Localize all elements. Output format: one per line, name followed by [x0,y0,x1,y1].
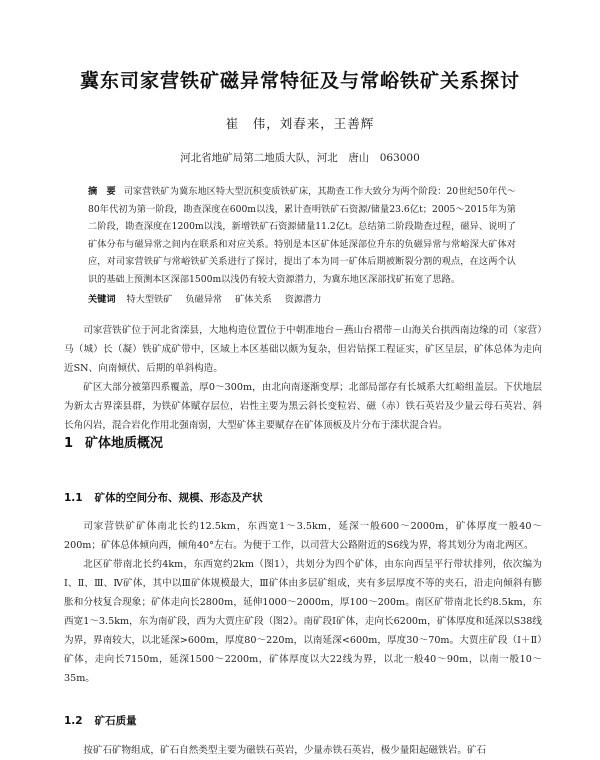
keyword: 负磁异常 [185,294,223,305]
section-heading [64,432,163,451]
keyword: 矿体关系 [235,294,272,305]
subsection-number: 1.2 [64,715,83,727]
keyword: 特大型铁矿 [126,294,173,305]
subsection-body [64,741,542,760]
introduction [64,321,542,435]
intro-paragraph: 矿区大部分被第四系覆盖，厚0～300m，由北向南逐渐变厚；北部局部存有长城系大红峪组盖层。下伏地层为新太古界滦县群，为铁矿体赋存层位，岩性主要为黑云斜长变粒岩、磁（赤）铁石英岩及少量云母石英岩、斜长角闪岩，混合岩化作用北强南弱，大型矿体主要赋存在矿体顶板及片分布于滦状混合岩。 [64,382,542,431]
paper-affiliation: 河北省地矿局第二地质大队，河北 唐山 063000 [180,152,420,164]
paper-authors: 崔 伟，刘春来，王善辉 [225,116,375,131]
keywords-label: 关键词 [88,294,116,305]
intro-paragraph: 司家营铁矿位于河北省滦县，大地构造位置位于中朝准地台－燕山台褶带－山海关台拱西南边缘的司（家营）马（城）长（凝）铁矿成矿带中，区域上本区基础以颇为复杂，但岩钻探工程证实，矿区呈层，矿体总体为走向近SN、向南倾伏、后期的单斜构造。 [64,325,542,374]
abstract-label: 摘 要 [88,186,116,197]
subsection-number: 1.1 [64,492,83,504]
keyword: 资源潜力 [284,294,322,305]
keywords [88,291,516,305]
section-number: 1 [64,436,74,451]
body-paragraph: 司家营铁矿矿体南北长约12.5km，东西宽1～3.5km，延深一般600～2000m，矿体厚度一般40～200m；矿体总体倾向西，倾角40°左右。为便于工作，以司营大公路附近的S6线为界，将其划分为南北两区。 [64,521,542,551]
body-paragraph: 按矿石矿物组成，矿石自然类型主要为磁铁石英岩，少量赤铁石英岩，极少量阳起磁铁岩。矿石 [83,745,487,756]
abstract [88,183,516,288]
paper-title: 冀东司家营铁矿磁异常特征及与常峪铁矿关系探讨 [79,70,520,92]
subsection-heading [64,490,263,505]
subsection-title: 矿体的空间分布、规模、形态及产状 [94,492,263,504]
subsection-body [64,517,542,688]
body-paragraph: 北区矿带南北长约4km，东西宽约2km（图1），共划分为四个矿体，由东向西呈平行带状排列，依次编为Ⅰ、Ⅱ、Ⅲ、Ⅳ矿体，其中以Ⅲ矿体规模最大，Ⅲ矿体由多层矿组成，夹有多层厚度不等的夹石，沿走向倾斜有膨胀和分枝复合现象；矿体走向长2800m，延伸1000～2000m，厚100～200m。南区矿带南北长约8.5km，东西宽1～3.5km，东为南矿段，西为大贾庄矿段（图2）。南矿段Ⅰ矿体，走向长6200m，矿体厚度和延深以S38线为界，界南较大，以北延深>600m，厚度80～220m，以南延深<600m，厚度30～70m。大贾庄矿段（Ⅰ＋Ⅱ）矿体，走向长7150m，延深1500～2200m，矿体厚度以大22线为界，以北一般40～90m，以南一般10～35m。 [64,559,542,684]
subsection-title: 矿石质量 [94,715,137,727]
subsection-heading [64,713,137,728]
section-title: 矿体地质概况 [85,436,164,451]
abstract-text: 司家营铁矿为冀东地区特大型沉积变质铁矿床，其勘查工作大致分为两个阶段：20世纪50年代～80年代初为第一阶段，勘查深度在600m以浅，累计查明铁矿石资源/储量23.6亿t；2005～2015年为第二阶段，勘查深度在1200m以浅，新增铁矿石资源储量11.2亿t。总结第二阶段勘查过程，磁异、说明了矿体分布与磁异常之间内在联系和对应关系。特别是本区矿体延深部位升东的负磁异常与常峪深大矿体对应，对司家营铁矿与常峪铁矿关系进行了探讨，提出了本为同一矿体后期被断裂分割的观点，在这两个认识的基础上预测本区深部1500m以浅仍有较大资源潜力，为冀东地区深部找矿拓宽了思路。 [88,186,516,285]
